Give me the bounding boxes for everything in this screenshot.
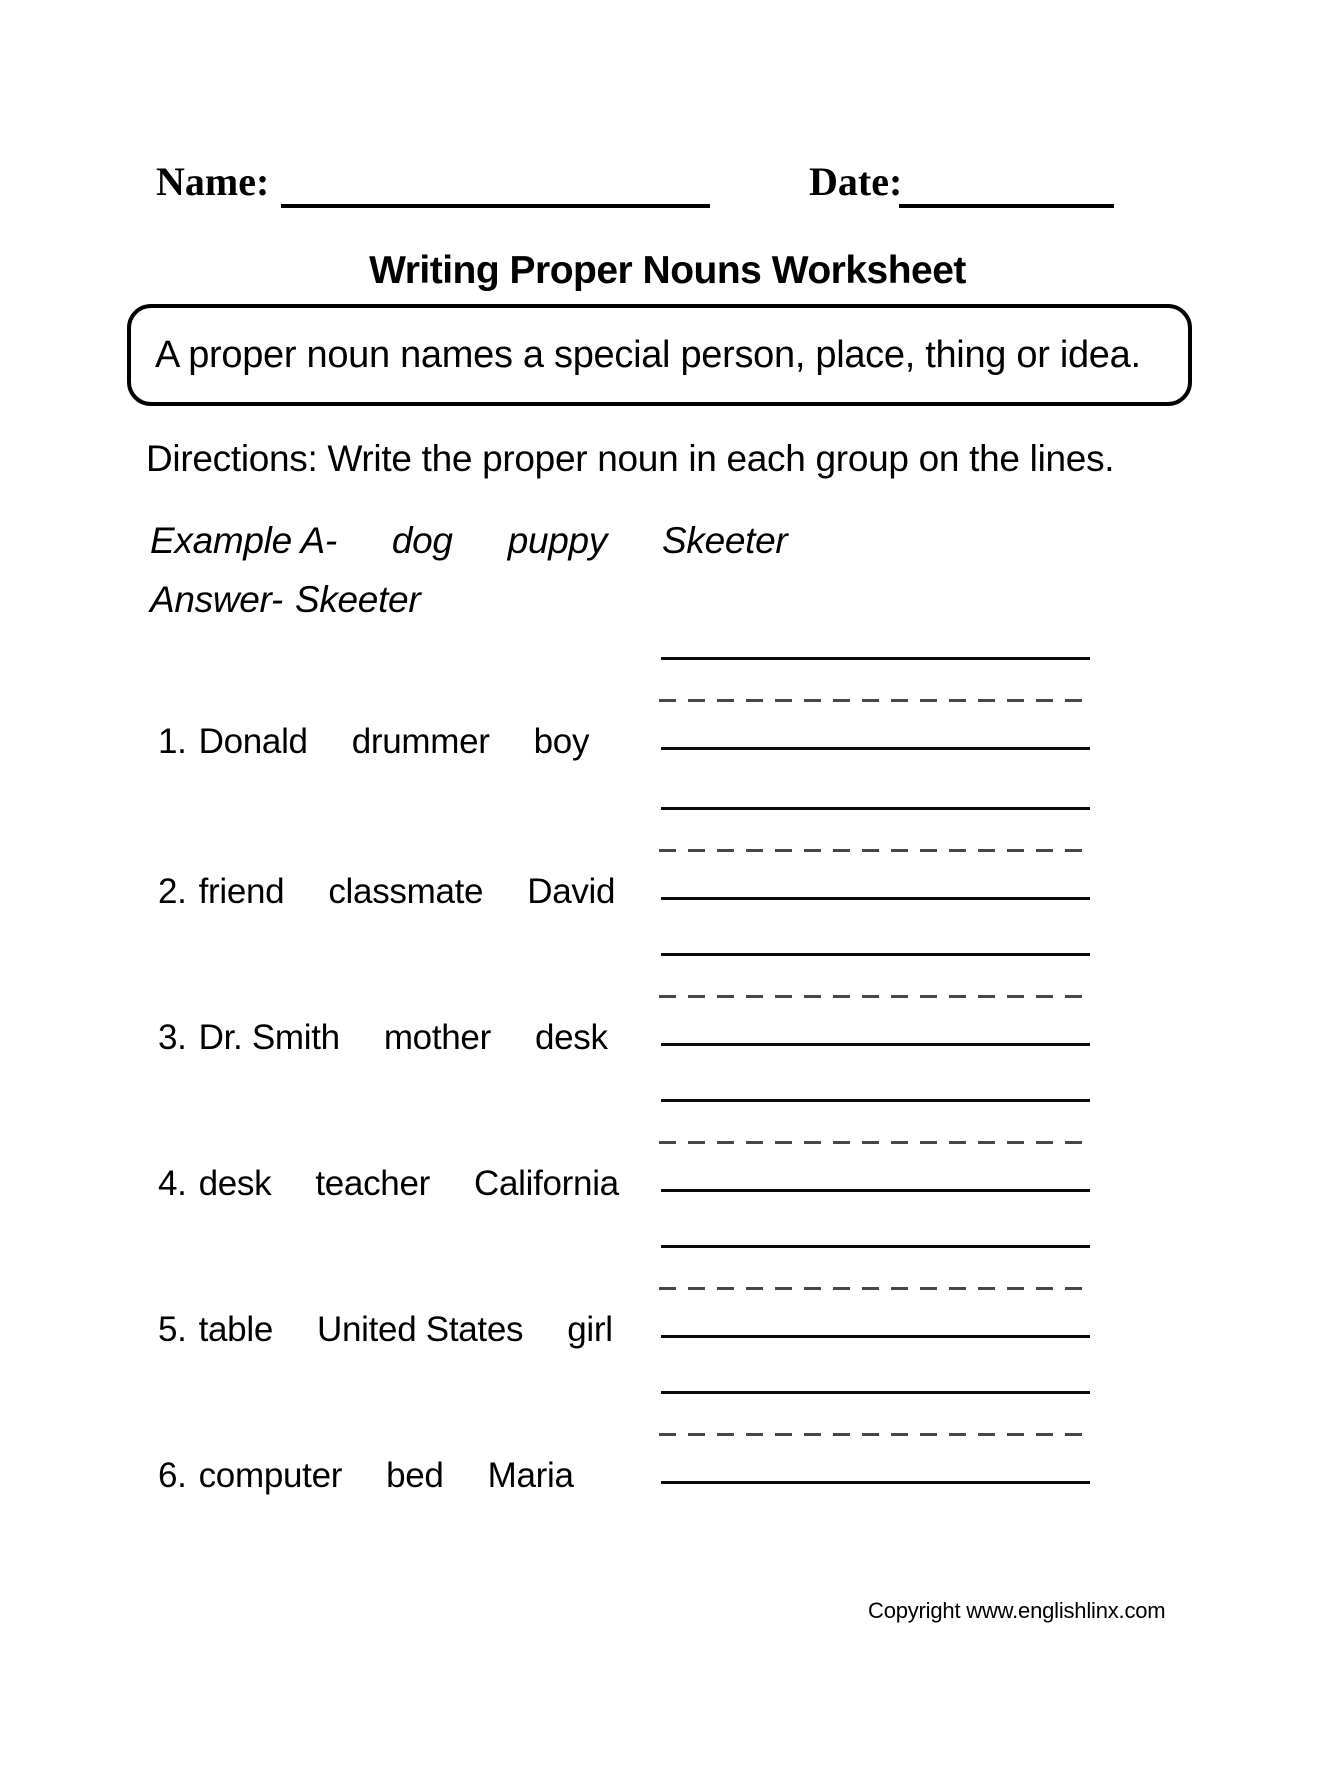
writing-line-top[interactable] xyxy=(661,953,1090,956)
writing-line-bottom[interactable] xyxy=(661,1481,1090,1484)
writing-line-middle-dashed[interactable] xyxy=(659,699,1092,702)
item-word: Dr. Smith xyxy=(198,1018,340,1057)
item-word: classmate xyxy=(328,872,484,911)
noun-group-item xyxy=(158,722,589,762)
item-number: 4. xyxy=(158,1164,187,1203)
item-word: desk xyxy=(534,1018,608,1057)
date-label: Date: xyxy=(809,159,903,204)
writing-line-middle-dashed[interactable] xyxy=(659,1141,1092,1144)
writing-line-top[interactable] xyxy=(661,1391,1090,1394)
page-title: Writing Proper Nouns Worksheet xyxy=(369,249,966,292)
item-word: mother xyxy=(383,1018,491,1057)
writing-line-middle-dashed[interactable] xyxy=(659,995,1092,998)
name-label: Name: xyxy=(156,159,270,204)
item-word: computer xyxy=(198,1456,343,1495)
noun-group-item xyxy=(158,1456,574,1496)
item-word: United States xyxy=(317,1310,524,1349)
writing-line-top[interactable] xyxy=(661,1245,1090,1248)
writing-line-middle-dashed[interactable] xyxy=(659,1287,1092,1290)
noun-group-item xyxy=(158,872,615,912)
name-fill-line[interactable] xyxy=(281,204,710,208)
writing-line-bottom[interactable] xyxy=(661,1043,1090,1046)
example-answer-row xyxy=(150,579,420,621)
date-fill-line[interactable] xyxy=(899,204,1114,208)
definition-box xyxy=(127,304,1192,406)
example-word: puppy xyxy=(507,520,608,561)
example-row xyxy=(150,520,787,562)
item-number: 1. xyxy=(158,722,187,761)
writing-line-bottom[interactable] xyxy=(661,1335,1090,1338)
item-word: girl xyxy=(567,1310,613,1349)
item-word: drummer xyxy=(351,722,490,761)
noun-group-item xyxy=(158,1018,608,1058)
example-prefix: Example A- xyxy=(150,520,337,561)
directions-text: Directions: Write the proper noun in each group on the lines. xyxy=(146,438,1115,479)
item-word: Donald xyxy=(198,722,308,761)
writing-line-middle-dashed[interactable] xyxy=(659,849,1092,852)
copyright-text: Copyright www.englishlinx.com xyxy=(868,1598,1166,1623)
noun-group-item xyxy=(158,1310,613,1350)
example-word: Skeeter xyxy=(662,520,788,561)
writing-line-bottom[interactable] xyxy=(661,747,1090,750)
noun-group-item xyxy=(158,1164,619,1204)
item-word: desk xyxy=(198,1164,272,1203)
item-word: teacher xyxy=(315,1164,430,1203)
writing-line-top[interactable] xyxy=(661,807,1090,810)
item-word: boy xyxy=(533,722,590,761)
writing-line-bottom[interactable] xyxy=(661,897,1090,900)
writing-line-bottom[interactable] xyxy=(661,1189,1090,1192)
definition-text: A proper noun names a special person, place, thing or idea. xyxy=(155,333,1141,376)
example-word: dog xyxy=(391,520,453,561)
item-word: David xyxy=(527,872,616,911)
item-number: 2. xyxy=(158,872,187,911)
answer-value: Skeeter xyxy=(294,579,421,620)
item-word: Maria xyxy=(487,1456,574,1495)
writing-line-top[interactable] xyxy=(661,657,1090,660)
item-word: friend xyxy=(198,872,285,911)
item-word: bed xyxy=(386,1456,444,1495)
writing-line-middle-dashed[interactable] xyxy=(659,1433,1092,1436)
item-word: California xyxy=(473,1164,619,1203)
answer-label: Answer- xyxy=(150,579,283,620)
item-number: 6. xyxy=(158,1456,187,1495)
item-number: 3. xyxy=(158,1018,187,1057)
item-number: 5. xyxy=(158,1310,187,1349)
writing-line-top[interactable] xyxy=(661,1099,1090,1102)
item-word: table xyxy=(198,1310,273,1349)
